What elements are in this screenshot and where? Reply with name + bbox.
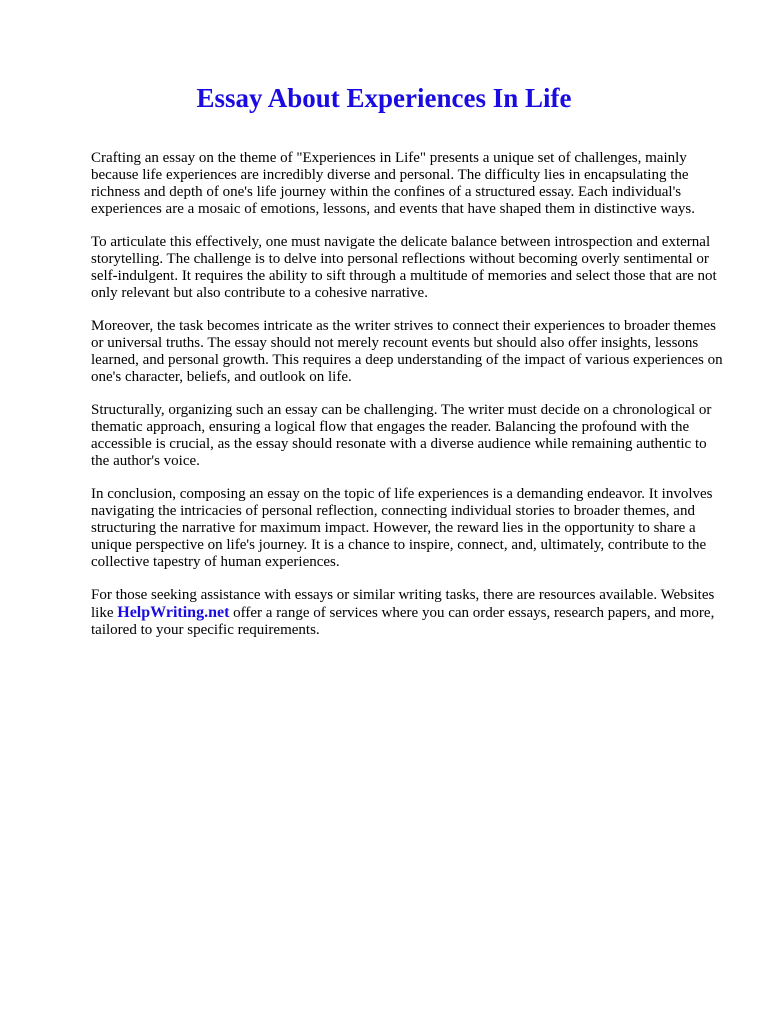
- paragraph-1: Crafting an essay on the theme of "Experiences in Life" presents a unique set of challenges, mainly because life experiences are incredibly diverse and personal. The difficulty lies in encapsulating the richness and depth of one's life journey within the confines of a structured essay. Each individual's experiences are a mosaic of emotions, lessons, and events that have shaped them in distinctive ways.: [91, 150, 695, 217]
- paragraph-6: [91, 587, 724, 639]
- paragraph-4: Structurally, organizing such an essay can be challenging. The writer must decide on a chronological or thematic approach, ensuring a logical flow that engages the reader. Balancing the profound with the accessible is crucial, as the essay should resonate with a diverse audience while remaining authentic to the author's voice.: [91, 402, 712, 469]
- paragraph-6-before-link: For those seeking assistance with essays or similar writing tasks, there are resources available. Websites like: [91, 587, 715, 621]
- paragraph-3: Moreover, the task becomes intricate as the writer strives to connect their experiences to broader themes or universal truths. The essay should not merely recount events but should also offer insights, lessons learned, and personal growth. This requires a deep understanding of the impact of various experiences on one's character, beliefs, and outlook on life.: [91, 318, 723, 385]
- helpwriting-link[interactable]: HelpWriting.net: [117, 604, 230, 621]
- paragraph-6-after-link: offer a range of services where you can order essays, research papers, and more, tailored to your specific requirements.: [91, 605, 715, 638]
- paragraph-5: In conclusion, composing an essay on the topic of life experiences is a demanding endeavor. It involves navigating the intricacies of personal reflection, connecting individual stories to broader themes, and structuring the narrative for maximum impact. However, the reward lies in the opportunity to share a unique perspective on life's journey. It is a chance to inspire, connect, and, ultimately, contribute to the collective tapestry of human experiences.: [91, 486, 713, 570]
- document-title: Essay About Experiences In Life: [196, 83, 572, 113]
- paragraph-2: To articulate this effectively, one must navigate the delicate balance between introspection and external storytelling. The challenge is to delve into personal reflections without becoming overly sentimental or self-indulgent. It requires the ability to sift through a multitude of memories and select those that are not only relevant but also contribute to a cohesive narrative.: [91, 234, 717, 301]
